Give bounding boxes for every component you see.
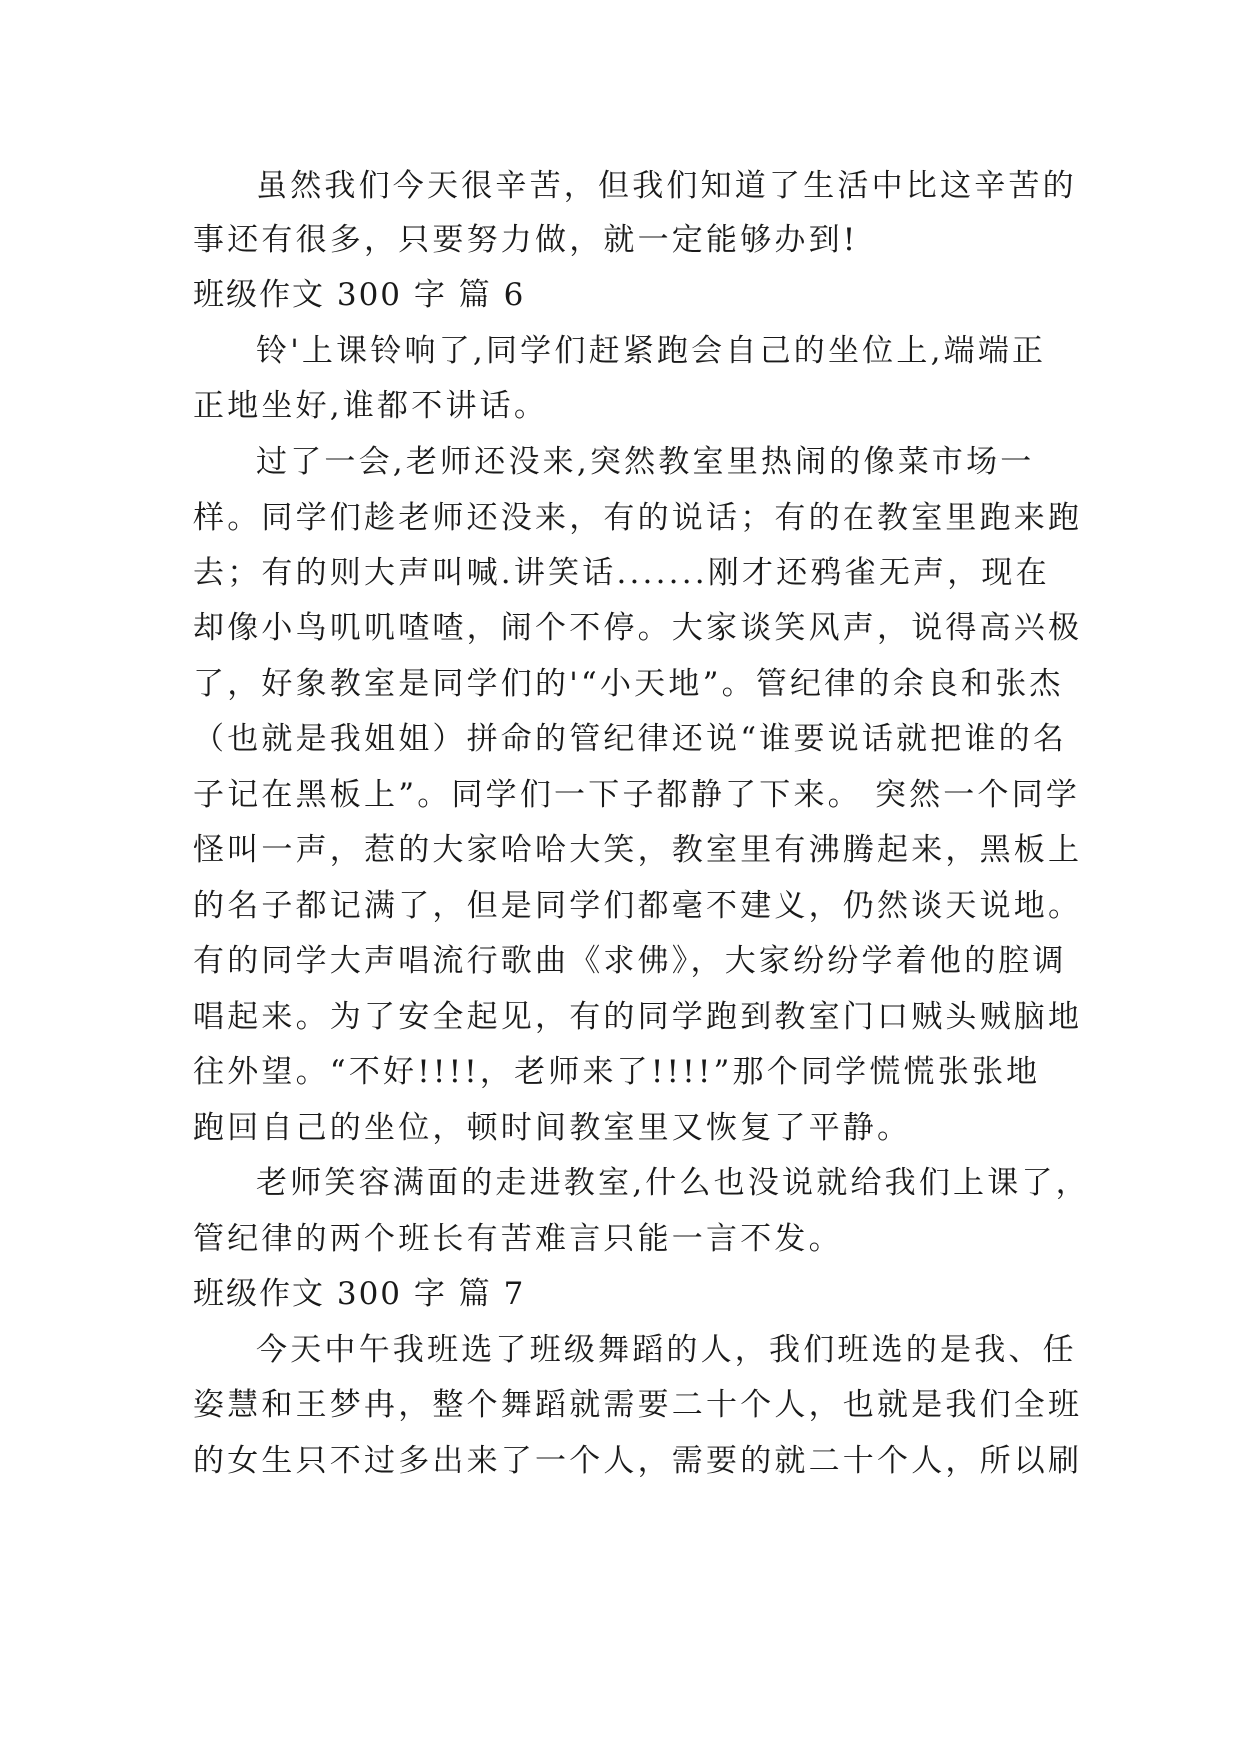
paragraph-line: 虽然我们今天很辛苦，但我们知道了生活中比这辛苦的: [256, 168, 1077, 204]
section-heading: 班级作文 300 字 篇 7: [193, 1276, 526, 1312]
paragraph-line: 却像小鸟叽叽喳喳，闹个不停。大家谈笑风声，说得高兴极: [193, 610, 1083, 646]
section-heading: 班级作文 300 字 篇 6: [193, 277, 526, 313]
paragraph-line: 姿慧和王梦冉，整个舞蹈就需要二十个人，也就是我们全班: [193, 1387, 1083, 1423]
paragraph-line: 了，好象教室是同学们的'“小天地”。管纪律的余良和张杰: [193, 666, 1064, 702]
paragraph-line: 今天中午我班选了班级舞蹈的人，我们班选的是我、任: [256, 1332, 1077, 1368]
paragraph-line: 老师笑容满面的走进教室,什么也没说就给我们上课了，: [256, 1165, 1090, 1201]
paragraph-line: 铃'上课铃响了,同学们赶紧跑会自己的坐位上,端端正: [256, 333, 1047, 369]
paragraph-line: 的名子都记满了，但是同学们都毫不建义，仍然谈天说地。: [193, 888, 1083, 924]
paragraph-line: （也就是我姐姐）拼命的管纪律还说“谁要说话就把谁的名: [193, 721, 1068, 757]
paragraph-line: 过了一会,老师还没来,突然教室里热闹的像菜市场一: [256, 444, 1035, 480]
paragraph-line: 正地坐好,谁都不讲话。: [193, 388, 549, 424]
paragraph-line: 的女生只不过多出来了一个人，需要的就二十个人，所以刷: [193, 1443, 1083, 1479]
paragraph-line: 去；有的则大声叫喊.讲笑话.......刚才还鸦雀无声，现在: [193, 555, 1050, 591]
paragraph-line: 有的同学大声唱流行歌曲《求佛》，大家纷纷学着他的腔调: [193, 943, 1067, 979]
paragraph-line: 样。同学们趁老师还没来，有的说话；有的在教室里跑来跑: [193, 500, 1083, 536]
paragraph-line: 怪叫一声，惹的大家哈哈大笑，教室里有沸腾起来，黑板上: [193, 832, 1083, 868]
paragraph-line: 唱起来。为了安全起见，有的同学跑到教室门口贼头贼脑地: [193, 999, 1083, 1035]
paragraph-line: 事还有很多，只要努力做，就一定能够办到!: [193, 222, 859, 258]
paragraph-line: 子记在黑板上”。同学们一下子都静了下来。 突然一个同学: [193, 777, 1081, 813]
paragraph-line: 管纪律的两个班长有苦难言只能一言不发。: [193, 1221, 843, 1257]
paragraph-line: 跑回自己的坐位，顿时间教室里又恢复了平静。: [193, 1110, 912, 1146]
paragraph-line: 往外望。“不好!!!!，老师来了!!!!”那个同学慌慌张张地: [193, 1054, 1041, 1090]
